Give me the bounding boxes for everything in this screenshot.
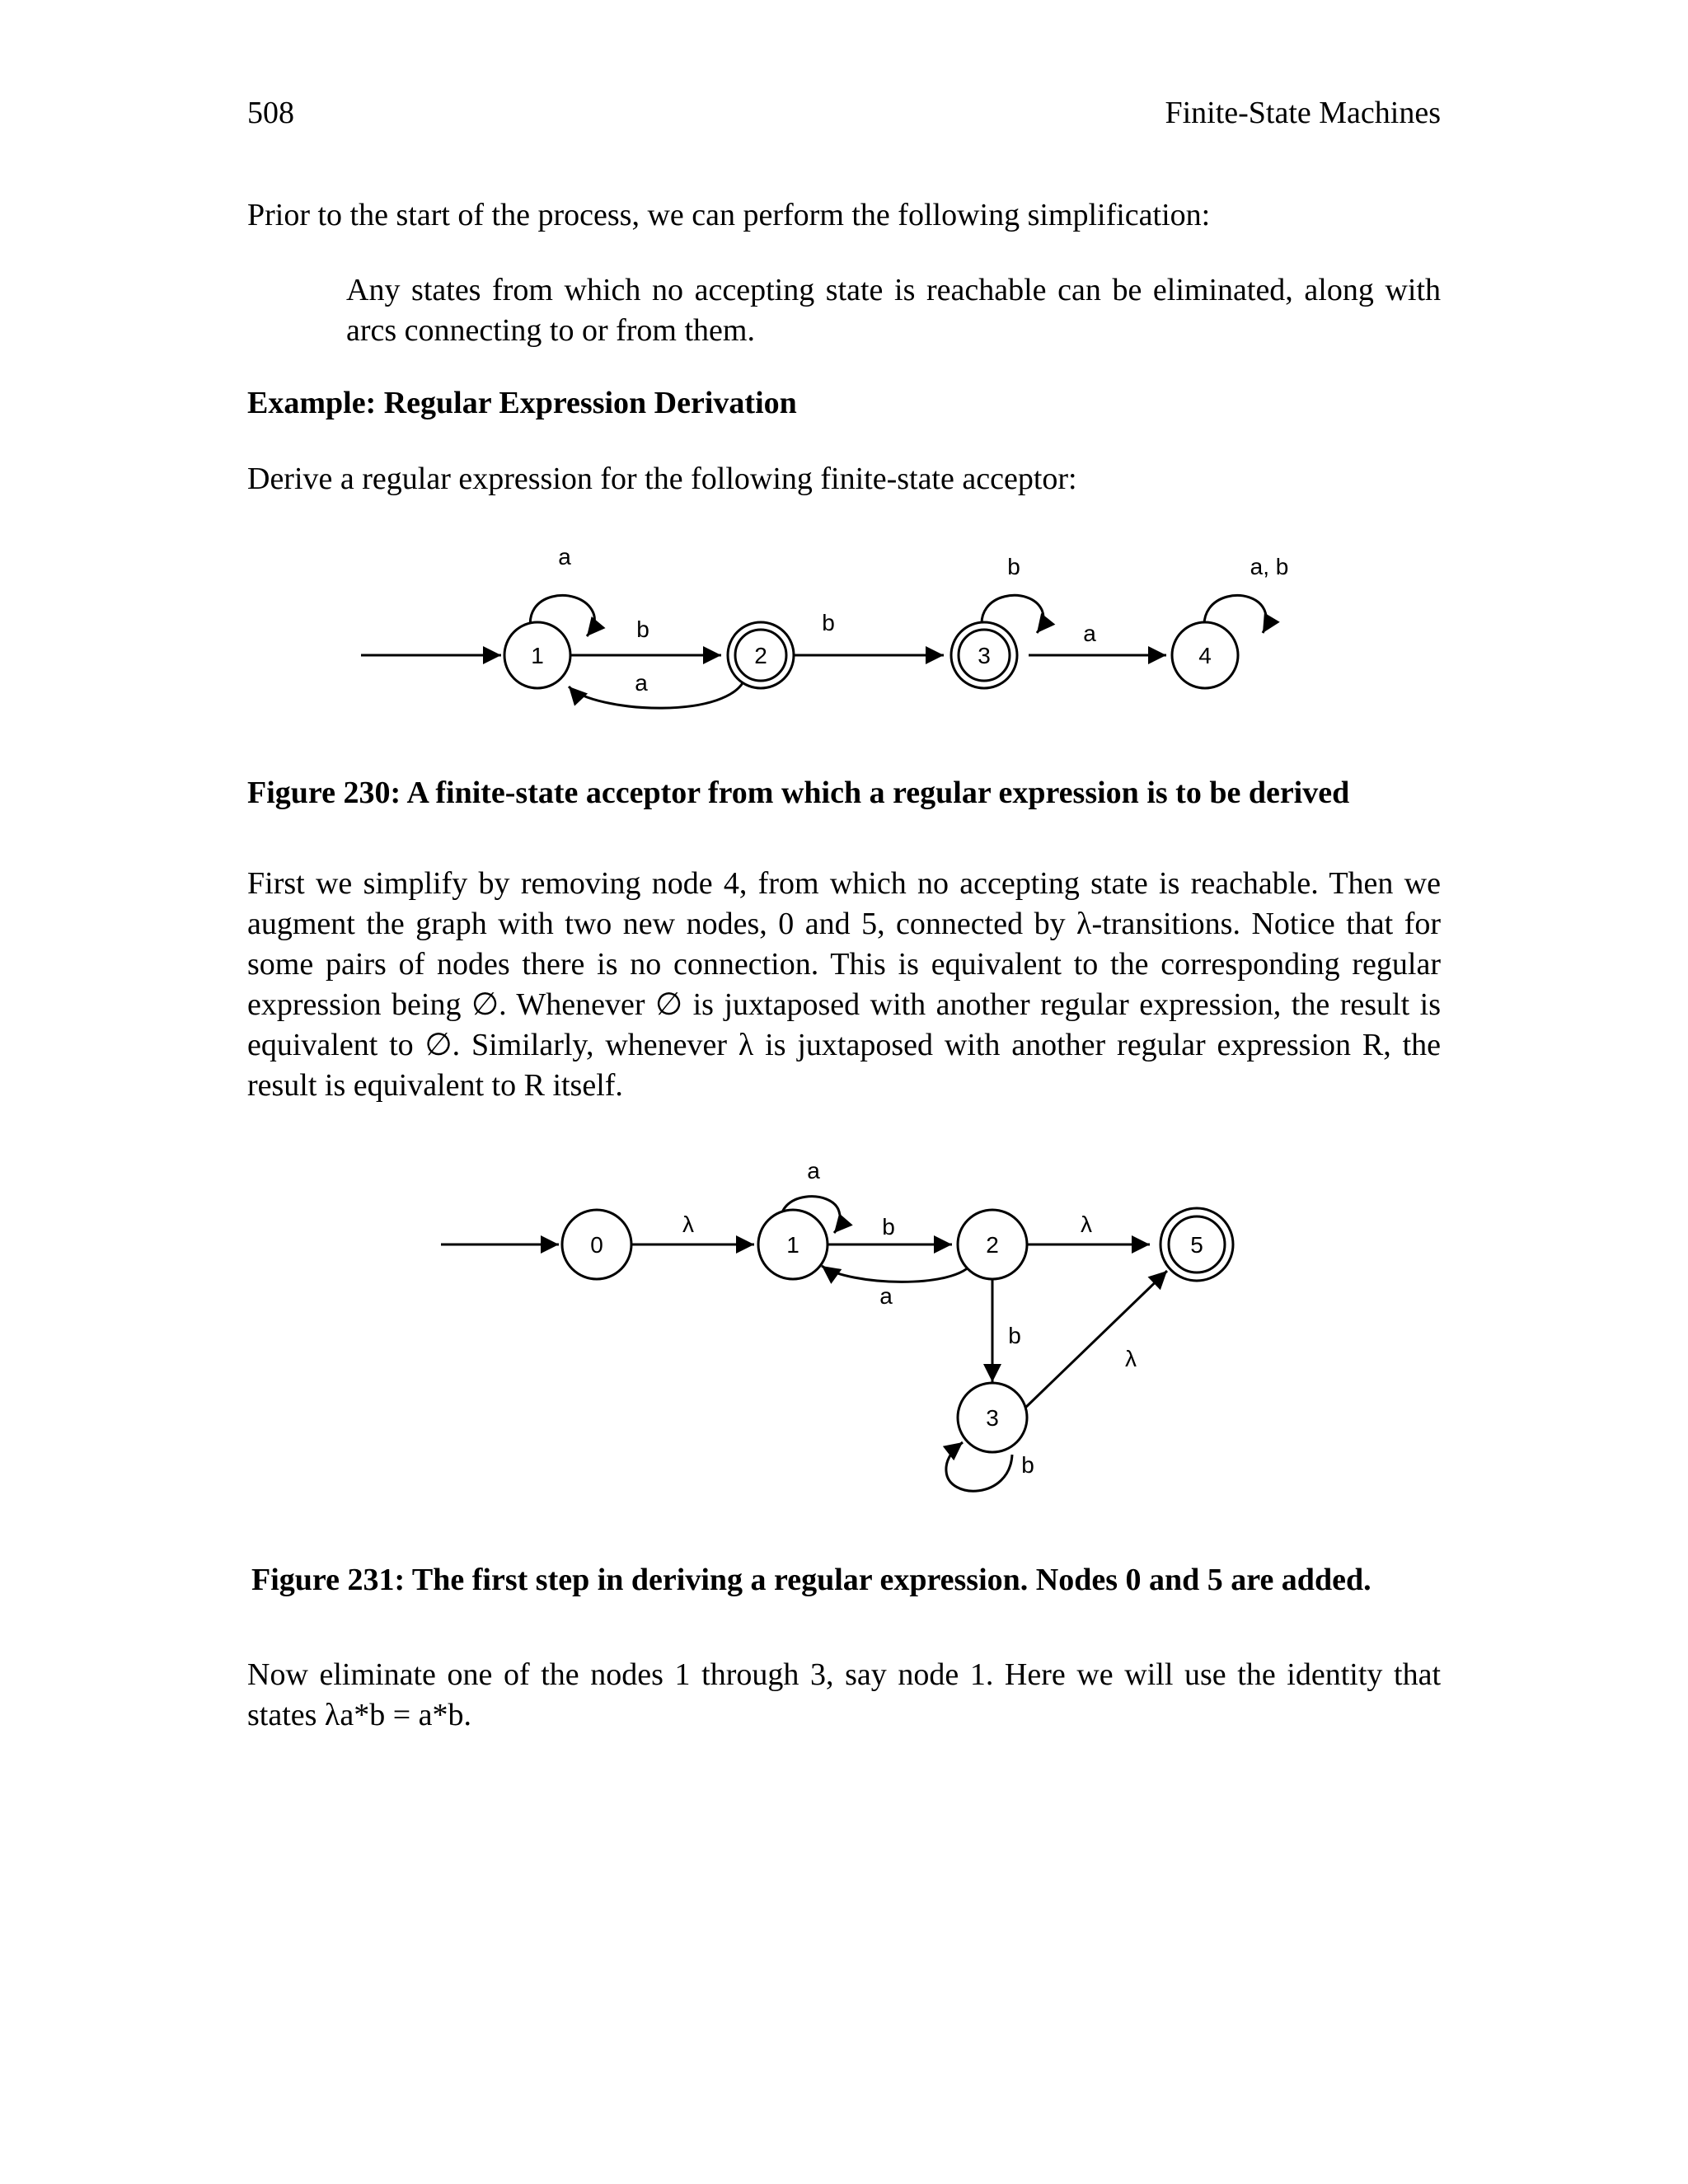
paragraph-eliminate: Now eliminate one of the nodes 1 through 3, say node 1. Here we will use the identity that states λa*b = a*b. bbox=[247, 1657, 1441, 1732]
quoted-rule: Any states from which no accepting state is reachable can be eliminated, along with arcs connecting to or from them. bbox=[346, 273, 1441, 348]
page-header bbox=[247, 95, 1441, 144]
state-3-label: 3 bbox=[978, 643, 991, 668]
label-edge-2-3: b bbox=[822, 610, 835, 635]
label-edge-2-1: a bbox=[879, 1283, 893, 1309]
label-loop-1: a bbox=[558, 544, 571, 569]
state-0-label: 0 bbox=[590, 1232, 603, 1258]
state-1-label: 1 bbox=[531, 643, 544, 668]
paragraph-derive: Derive a regular expression for the following finite-state acceptor: bbox=[247, 462, 1077, 496]
edge-2-1 bbox=[569, 676, 746, 708]
figure-230-caption: Figure 230: A finite-state acceptor from which a regular expression is to be derived bbox=[247, 776, 1350, 810]
figure-231-diagram bbox=[412, 1146, 1269, 1525]
state-4-label: 4 bbox=[1198, 643, 1212, 668]
label-loop-1: a bbox=[807, 1158, 820, 1183]
state-2-label: 2 bbox=[986, 1232, 999, 1258]
label-edge-1-2: b bbox=[882, 1214, 895, 1240]
state-1-label: 1 bbox=[786, 1232, 799, 1258]
paragraph-intro: Prior to the start of the process, we can perform the following simplification: bbox=[247, 198, 1211, 232]
state-3-label: 3 bbox=[986, 1405, 999, 1431]
figure-230-diagram bbox=[330, 536, 1335, 733]
label-edge-0-1: λ bbox=[682, 1212, 694, 1237]
label-loop-4: a, b bbox=[1250, 554, 1289, 579]
state-5-label: 5 bbox=[1190, 1232, 1203, 1258]
running-title: Finite-State Machines bbox=[1165, 96, 1441, 130]
figure-231-caption: Figure 231: The first step in deriving a regular expression. Nodes 0 and 5 are added. bbox=[251, 1563, 1372, 1597]
label-loop-3: b bbox=[1021, 1452, 1034, 1478]
paragraph-simplify: First we simplify by removing node 4, from which no accepting state is reachable. Then we augment the graph with two new nodes, 0 and 5, connected by λ-transitions. Notice that for some pairs of nodes there is no connection. This is equivalent to the corresponding regular expression being ∅. Whenever ∅ is juxtaposed with another regular expression, the result is equivalent to ∅. Similarly, whenever λ is juxtaposed with another regular expression R, the result is equivalent to R itself. bbox=[247, 866, 1441, 1103]
label-edge-2-1: a bbox=[635, 670, 648, 696]
label-edge-3-4: a bbox=[1083, 621, 1096, 646]
edge-2-1 bbox=[822, 1263, 973, 1282]
label-edge-3-5: λ bbox=[1125, 1346, 1137, 1371]
state-2-label: 2 bbox=[754, 643, 767, 668]
example-heading: Example: Regular Expression Derivation bbox=[247, 386, 797, 420]
edge-3-5 bbox=[1024, 1271, 1167, 1409]
page-number: 508 bbox=[247, 96, 294, 130]
label-loop-3: b bbox=[1007, 554, 1020, 579]
label-edge-2-5: λ bbox=[1081, 1212, 1092, 1237]
label-edge-1-2: b bbox=[636, 616, 649, 642]
label-edge-2-3: b bbox=[1008, 1323, 1021, 1348]
